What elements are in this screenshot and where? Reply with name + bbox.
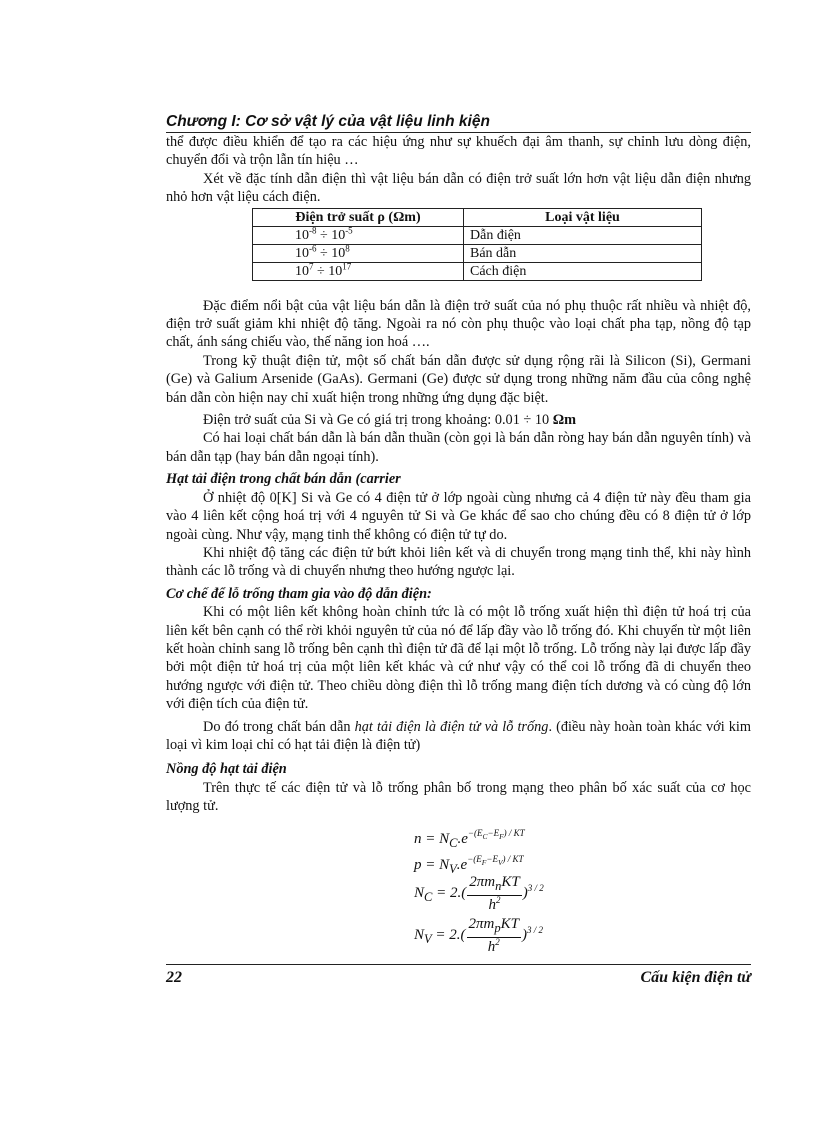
section-heading-carriers: Hạt tải điện trong chất bán dẫn (carrier (166, 471, 401, 488)
paragraph-continuation: thể được điều khiển để tạo ra các hiệu ứng như sự khuếch đại âm thanh, sự chỉnh lưu dòng điện, chuyển đổi và trộn lẫn tín hiệu … (166, 134, 751, 169)
section-heading-concentration: Nồng độ hạt tải điện (166, 761, 287, 778)
formula-nv: $N_V = 2$.( $\frac{2\pi m_pKT}{h^2}$ )$^{3 / 2}$ (414, 915, 544, 955)
paragraph-zero-kelvin: Ở nhiệt độ 0[K] Si và Ge có 4 điện tử ở lớp ngoài cùng nhưng cả 4 điện tử này đều tham gia vào 4 liên kết cộng hoá trị với 4 nguyên tử Si và Ge khác để sao cho chúng đều có 8 điện tử ở lớp ngoài cùng. Như vậy, mạng tinh thể không có điện tử tự do. (166, 489, 751, 543)
table-row (253, 226, 702, 244)
paragraph-carrier-conclusion: Do đó trong chất bán dẫn hạt tải điện là điện tử và lỗ trống. (điều này hoàn toàn khác với kim loại vì kim loại chỉ có hạt tải điện là điện tử) (166, 718, 751, 753)
paragraph-hole-movement: Khi có một liên kết không hoàn chỉnh tức là có một lỗ trống xuất hiện thì điện tử hoá trị của liên kết bên cạnh có thể rời khỏi nguyên tử của nó để lấp đầy vào lỗ trống đó. Khi chuyển từ một liên kết hoàn chỉnh sang lỗ trống bên cạnh thì điện tử đã để lại một lỗ trống. Lỗ trống này lại được lấp đầy bởi một điện tử hoá trị của một liên kết khác và cứ như vậy có thể coi lỗ trống đã di chuyển theo hướng ngược với điện tử. Theo chiều dòng điện thì lỗ trống mang điện tích dương và có cùng độ lớn với điện tích của điện tử. (166, 604, 751, 713)
page-content (166, 133, 751, 956)
fraction: $\frac{2\pi m_pKT}{h^2}$ (468, 915, 519, 955)
material-type: Dẫn điện (464, 226, 702, 244)
paragraph-distribution: Trên thực tế các điện tử và lỗ trống phân bố trong mạng theo phân bố xác suất của cơ học lượng tử. (166, 779, 751, 815)
table-header-row (253, 208, 702, 226)
paragraph-key-feature: Đặc điểm nổi bật của vật liệu bán dẫn là điện trở suất của nó phụ thuộc rất nhiều và nhiệt độ, điện trở suất giảm khi nhiệt độ tăng. Ngoài ra nó còn phụ thuộc vào loại chất pha tạp, nồng độ tạp chất, ánh sáng chiếu vào, thế năng ion hoá …. (166, 297, 751, 351)
paragraph-semiconductor-types: Có hai loại chất bán dẫn là bán dẫn thuần (còn gọi là bán dẫn ròng hay bán dẫn nguyên tính) và bán dẫn tạp (hay bán dẫn ngoại tính). (166, 430, 751, 465)
resistivity-range: $10^{-6} \div 10^8$ (253, 244, 464, 262)
resistivity-table (252, 208, 702, 281)
material-type: Cách điện (464, 262, 702, 280)
table-header-material: Loại vật liệu (464, 208, 702, 226)
paragraph-resistivity-range: Điện trở suất của Si và Ge có giá trị trong khoảng: 0.01 ÷ 10 Ωm (203, 412, 577, 429)
paragraph-resistivity-intro: Xét về đặc tính dẫn điện thì vật liệu bán dẫn có điện trở suất lớn hơn vật liệu dẫn điện nhưng nhỏ hơn vật liệu cách điện. (166, 170, 751, 206)
paragraph-common-semiconductors: Trong kỹ thuật điện tử, một số chất bán dẫn được sử dụng rộng rãi là Silicon (Si), Germani (Ge) và Galium Arsenide (GaAs). Germani (Ge) được sử dụng trong những năm đầu của công nghệ bán dẫn còn hiện nay chỉ xuất hiện trong những ứng dụng đặc biệt. (166, 352, 751, 406)
resistivity-range: $10^7 \div 10^{17}$ (253, 262, 464, 280)
formula-nc: $N_C = 2$.( $\frac{2\pi m_nKT}{h^2}$ )$^{3 / 2}$ (414, 873, 544, 913)
fraction: $\frac{2\pi m_nKT}{h^2}$ (469, 873, 520, 913)
resistivity-range: $10^{-8} \div 10^{-5}$ (253, 226, 464, 244)
table-row (253, 262, 702, 280)
book-title: Cấu kiện điện tử (640, 969, 751, 986)
table-header-resistivity: Điện trở suất ρ (Ωm) (253, 208, 464, 226)
paragraph-temperature-rise: Khi nhiệt độ tăng các điện tử bứt khỏi liên kết và di chuyển trong mạng tinh thể, khi này hình thành các lỗ trống và di chuyển nhưng theo hướng ngược lại. (166, 544, 751, 580)
page-number: 22 (166, 969, 182, 986)
material-type: Bán dẫn (464, 244, 702, 262)
table-row (253, 244, 702, 262)
footer-divider (166, 964, 751, 965)
section-heading-hole-mechanism: Cơ chế để lỗ trống tham gia vào độ dẫn điện: (166, 585, 432, 602)
chapter-header: Chương I: Cơ sở vật lý của vật liệu linh kiện (166, 113, 490, 130)
formula-electron-concentration: $n = N_C.e^{-(E_C-E_F) / KT}$ (414, 827, 525, 850)
formula-block (414, 820, 751, 956)
formula-hole-concentration: $p = N_V.e^{-(E_F-E_V) / KT}$ (414, 853, 524, 876)
